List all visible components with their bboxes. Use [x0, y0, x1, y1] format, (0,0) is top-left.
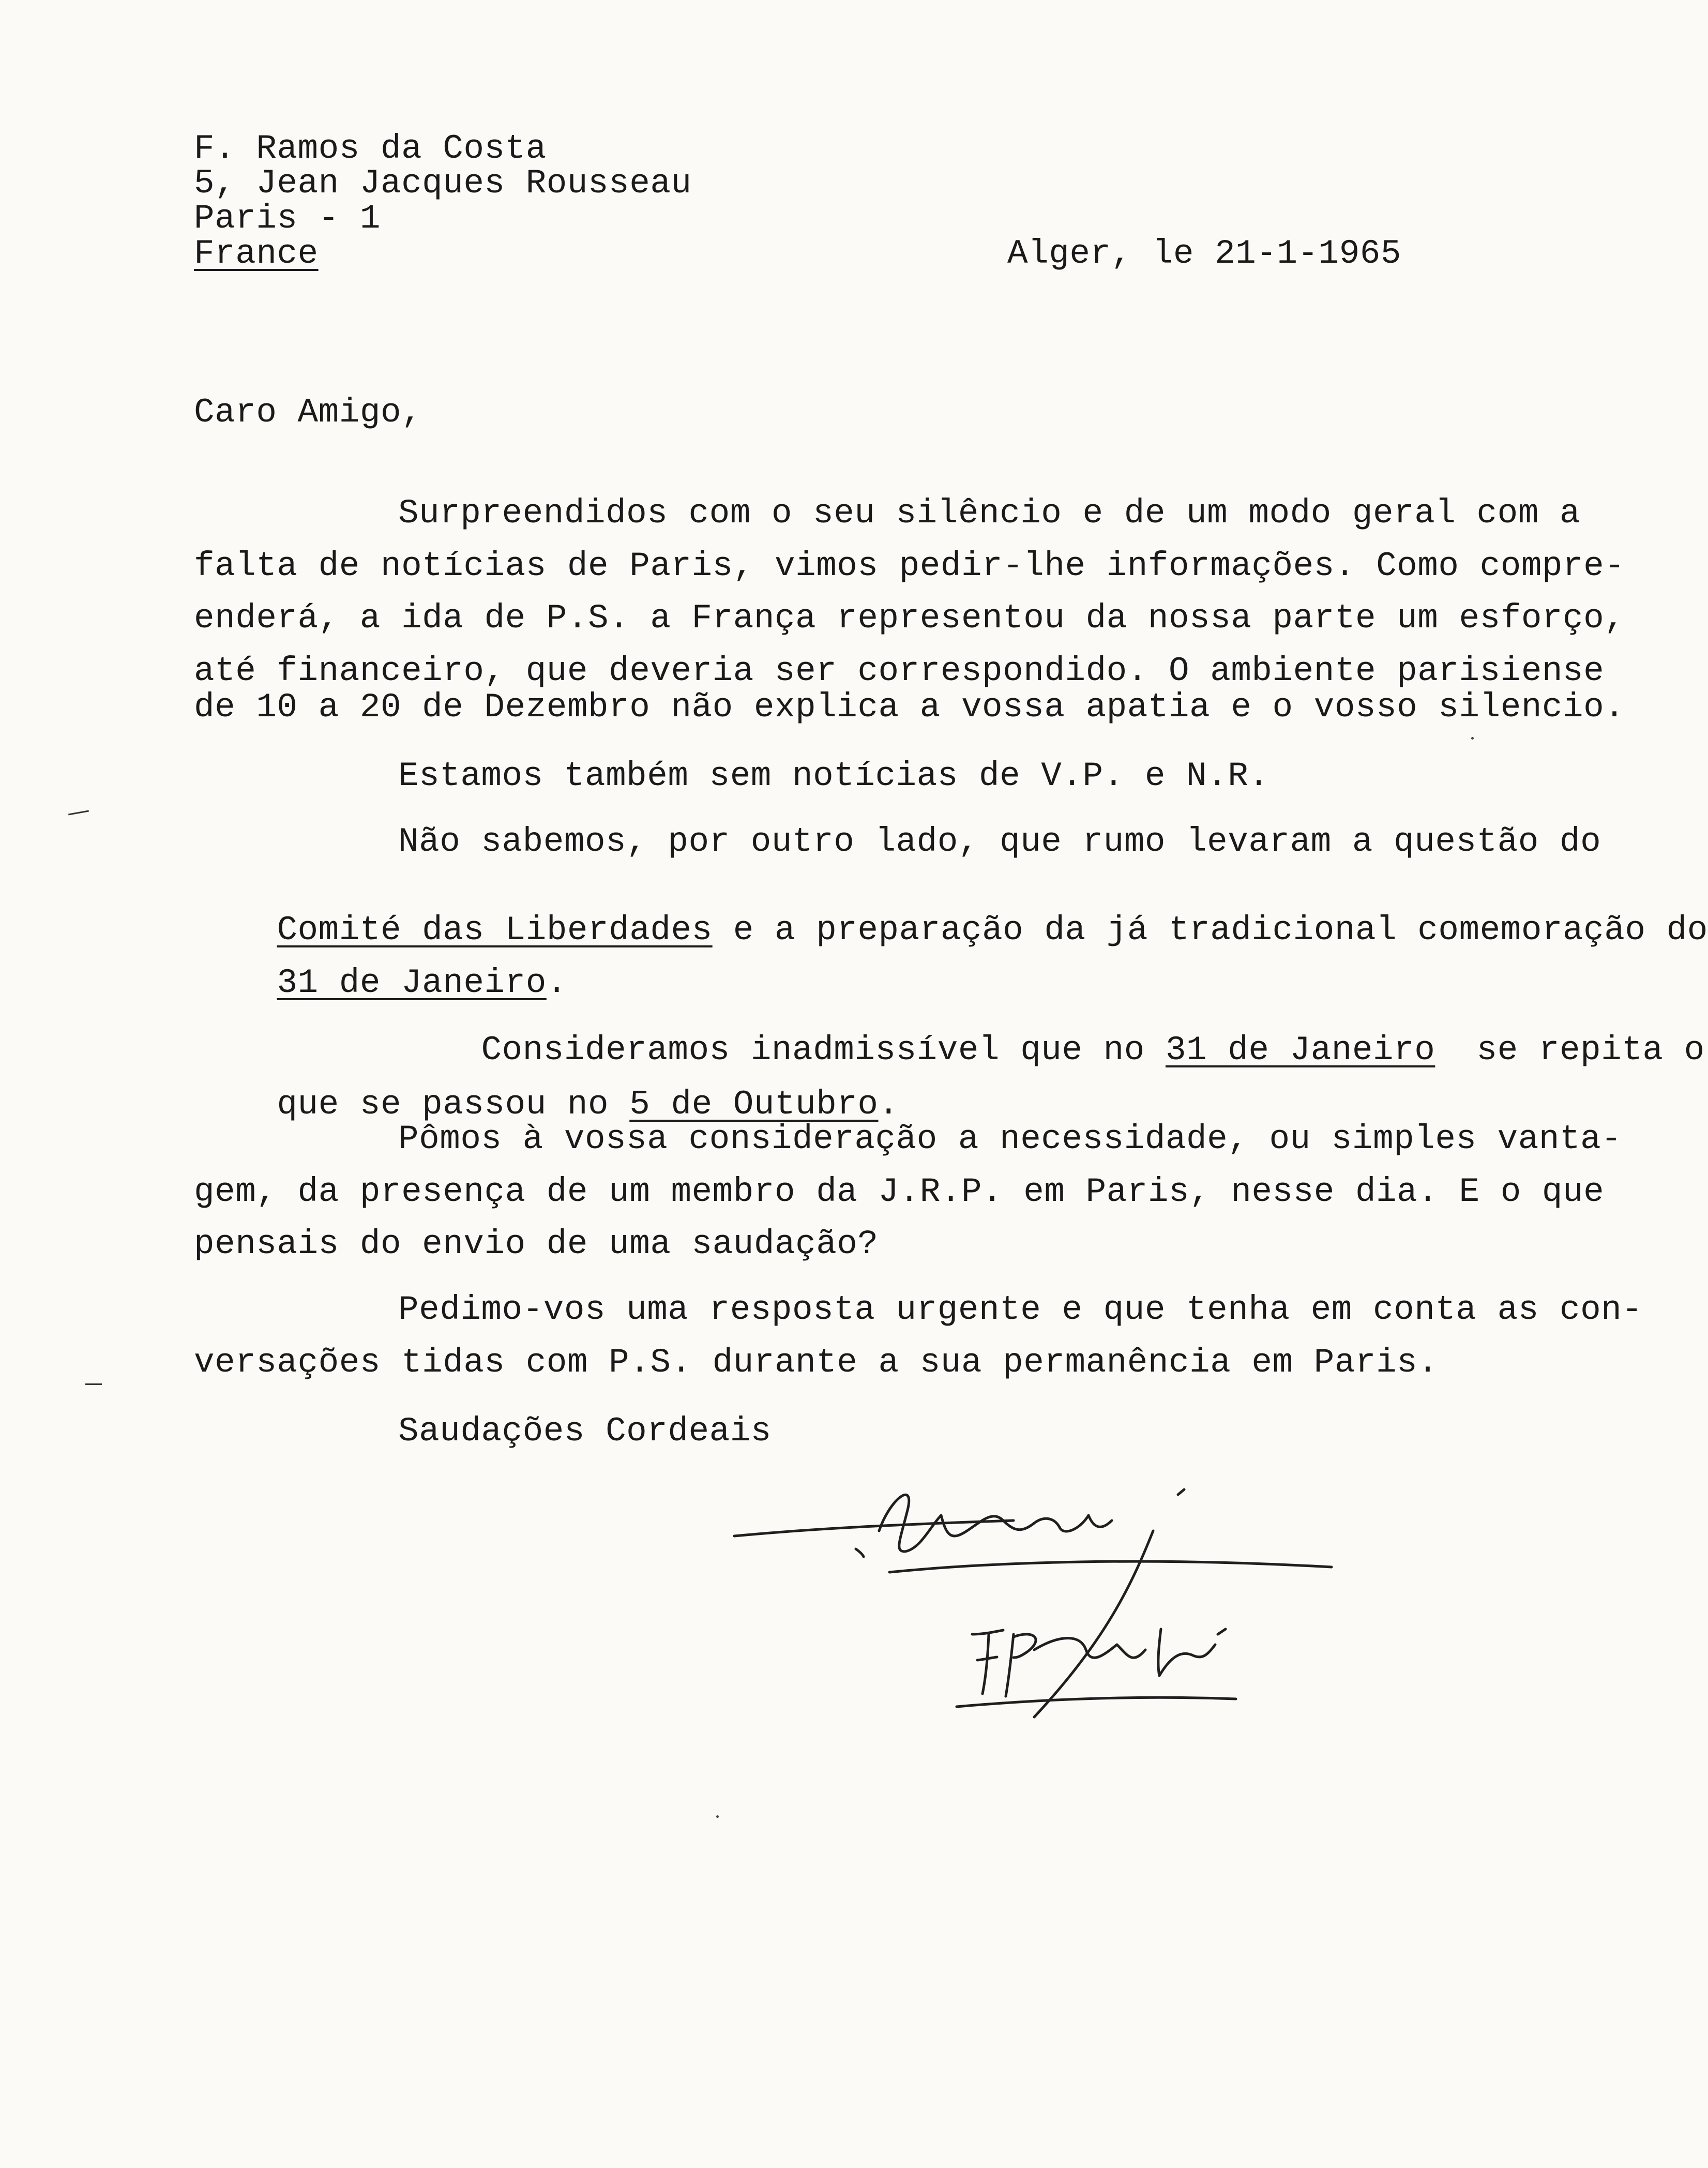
body-line: Não sabemos, por outro lado, que rumo levaram a questão do — [398, 822, 1601, 861]
body-line: até financeiro, que deveria ser correspondido. O ambiente parisiense — [194, 652, 1605, 690]
sender-street: 5, Jean Jacques Rousseau — [194, 164, 692, 203]
underlined-phrase: 31 de Janeiro — [277, 963, 547, 1002]
body-text: e a preparação da já tradicional comemoração do — [712, 911, 1708, 950]
handwritten-signature — [724, 1479, 1355, 1738]
salutation: Caro Amigo, — [194, 393, 422, 432]
body-line: pensais do envio de uma saudação? — [194, 1225, 879, 1263]
underlined-phrase: 31 de Janeiro — [1165, 1031, 1435, 1070]
body-line: falta de notícias de Paris, vimos pedir-lhe informações. Como compre- — [194, 547, 1625, 585]
body-line: Estamos também sem notícias de V.P. e N.R. — [398, 757, 1269, 795]
margin-mark — [85, 1383, 102, 1385]
body-line: Surpreendidos com o seu silêncio e de um modo geral com a — [398, 494, 1581, 533]
margin-mark — [68, 810, 89, 816]
body-line: Pômos à vossa consideração a necessidade, ou simples vanta- — [398, 1120, 1622, 1158]
sender-city: Paris - 1 — [194, 199, 381, 238]
underlined-phrase: 5 de Outubro — [629, 1085, 879, 1124]
body-line: versações tidas com P.S. durante a sua permanência em Paris. — [194, 1343, 1439, 1382]
body-line: enderá, a ida de P.S. a França representou da nossa parte um esforço, — [194, 599, 1625, 638]
body-text: . — [546, 963, 567, 1002]
body-text: se repita o — [1435, 1031, 1705, 1070]
underlined-phrase: Comité das Liberdades — [277, 911, 713, 950]
speck — [716, 1815, 719, 1818]
body-text: que se passou no — [277, 1085, 630, 1124]
body-line: de 10 a 20 de Dezembro não explica a vossa apatia e o vosso silencio. — [194, 688, 1625, 727]
body-text: Consideramos inadmissível que no — [481, 1031, 1166, 1070]
body-text: . — [878, 1085, 899, 1124]
place-date: Alger, le 21-1-1965 — [1007, 234, 1402, 273]
closing: Saudações Cordeais — [398, 1412, 772, 1451]
sender-name: F. Ramos da Costa — [194, 129, 547, 168]
body-line: gem, da presença de um membro da J.R.P. em Paris, nesse dia. E o que — [194, 1172, 1605, 1211]
speck — [1471, 737, 1474, 740]
body-line: Pedimo-vos uma resposta urgente e que tenha em conta as con- — [398, 1290, 1643, 1329]
sender-country: France — [194, 234, 319, 273]
